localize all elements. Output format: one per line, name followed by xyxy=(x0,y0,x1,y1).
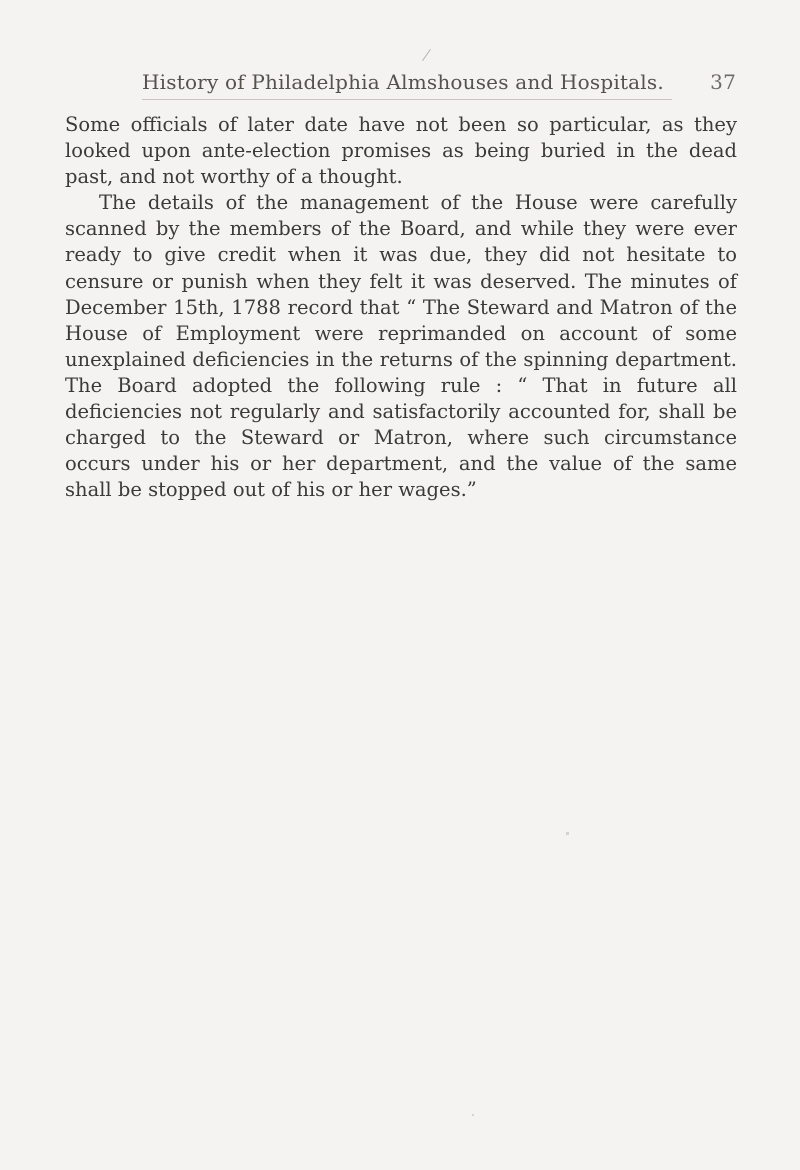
paper-speck xyxy=(566,832,569,835)
page-number: 37 xyxy=(710,70,736,94)
printer-mark xyxy=(422,49,431,61)
paper-speck xyxy=(472,1114,474,1116)
body-text xyxy=(65,112,737,503)
running-head xyxy=(142,70,736,98)
running-title: History of Philadelphia Almshouses and Hospitals. xyxy=(142,70,664,94)
paragraph: The details of the management of the House were carefully scanned by the members of the Board, and while they were ever ready to give credit when it was due, they did not hesitate to censure or punish when they felt it was deserved. The minutes of December 15th, 1788 record that “ The Steward and Matron of the House of Employment were reprimanded on account of some unexplained deficiencies in the returns of the spinning department. The Board adopted the following rule : “ That in future all deficiencies not regularly and satisfactorily accounted for, shall be charged to the Steward or Matron, where such circumstance occurs under his or her department, and the value of the same shall be stopped out of his or her wages.” xyxy=(65,191,737,502)
paragraph: Some officials of later date have not been so particular, as they looked upon ante-election promises as being buried in the dead past, and not worthy of a thought. xyxy=(65,113,737,189)
header-rule xyxy=(142,99,672,100)
